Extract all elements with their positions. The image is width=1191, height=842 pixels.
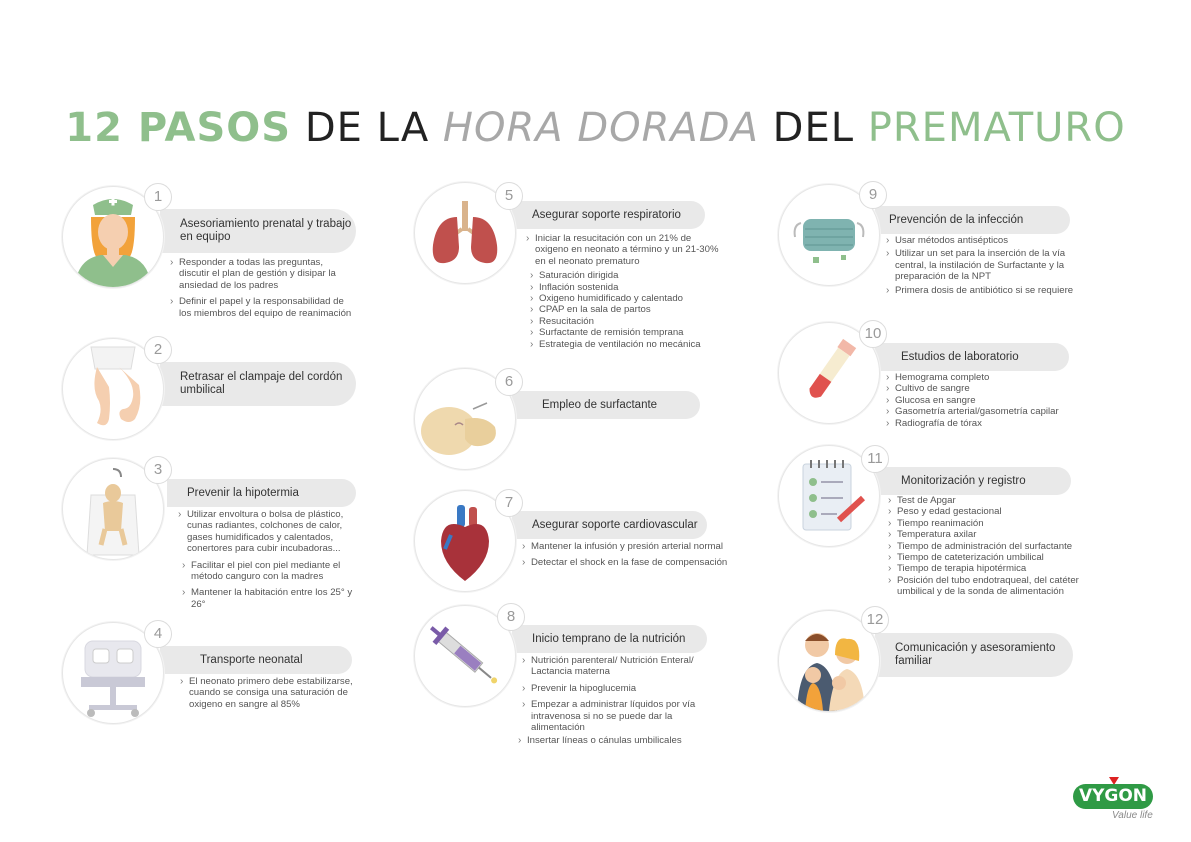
step-10-item: › Gasometría arterial/gasometría capilar	[886, 406, 1086, 417]
step-11-item: › Tiempo reanimación	[888, 518, 1113, 529]
step-10-item: › Cultivo de sangre	[886, 383, 1086, 394]
step-8-item: › Insertar líneas o cánulas umbilicales	[518, 735, 727, 746]
title-part-de-la: DE LA	[304, 104, 430, 151]
step-11-item: › Test de Apgar	[888, 495, 1113, 506]
step-3-number: 3	[144, 456, 172, 484]
step-11-list	[888, 495, 1113, 598]
step-4-item: › El neonato primero debe estabilizarse, cuando se consiga una saturación de oxigeno en sangre al 85%	[180, 676, 365, 710]
step-9-item: › Primera dosis de antibiótico si se requiere	[886, 285, 1086, 296]
step-9-number: 9	[859, 181, 887, 209]
step-8-number: 8	[497, 603, 525, 631]
step-1-title: Asesoriamiento prenatal y trabajo en equipo	[160, 209, 356, 253]
step-5-item: › Oxigeno humidificado y calentado	[530, 293, 726, 304]
step-8-item: › Nutrición parenteral/ Nutrición Enteral/ Lactancia materna	[522, 655, 727, 678]
step-3-item: › Facilitar el piel con piel mediante el método canguro con la madres	[182, 560, 363, 583]
step-11-item: › Tiempo de terapia hipotérmica	[888, 563, 1113, 574]
title-part-del: DEL	[772, 104, 855, 151]
step-10-item: › Radiografía de tórax	[886, 418, 1086, 429]
step-11-item: › Tiempo de cateterización umbilical	[888, 552, 1113, 563]
brand-tagline: Value life	[1112, 810, 1153, 821]
step-8-list	[522, 655, 727, 747]
step-5-item: › Saturación dirigida	[530, 270, 726, 281]
step-1-number: 1	[144, 183, 172, 211]
step-11-item: › Temperatura axilar	[888, 529, 1113, 540]
step-4-title: Transporte neonatal	[160, 646, 352, 674]
step-11-title: Monitorización y registro	[875, 467, 1071, 495]
step-1-item: › Definir el papel y la responsabilidad de los miembros del equipo de reanimación	[170, 296, 355, 319]
title-part-hora-dorada: HORA DORADA	[442, 104, 759, 151]
step-2-number: 2	[144, 336, 172, 364]
step-3-item: › Mantener la habitación entre los 25° y 26°	[182, 587, 363, 610]
step-3-title: Prevenir la hipotermia	[167, 479, 356, 507]
step-5-title: Asegurar soporte respiratorio	[512, 201, 705, 229]
step-3-list	[178, 509, 363, 610]
step-3-item: › Utilizar envoltura o bolsa de plástico, cunas radiantes, colchones de calor, gases humidificados y calentados, conertores para cubir incubadoras...	[178, 509, 363, 555]
step-1-item: › Responder a todas las preguntas, discutir el plan de gestión y disipar la ansiedad de los padres	[170, 257, 355, 291]
step-6-number: 6	[495, 368, 523, 396]
step-7-number: 7	[495, 489, 523, 517]
brand-logo: VYGON	[1073, 784, 1153, 809]
page-title	[0, 105, 1191, 151]
step-2-title: Retrasar el clampaje del cordón umbilical	[160, 362, 356, 406]
step-5-item: › Surfactante de remisión temprana	[530, 327, 726, 338]
title-part-prematuro: PREMATURO	[867, 104, 1126, 151]
step-5-list	[526, 233, 726, 350]
step-4-list	[180, 676, 365, 710]
step-8-item: › Empezar a administrar líquidos por vía intravenosa si no se puede dar la alimentación	[522, 699, 727, 733]
step-7-item: › Detectar el shock en la fase de compensación	[522, 557, 757, 568]
step-5-item: › Estrategia de ventilación no mecánica	[530, 339, 726, 350]
step-9-item: › Usar métodos antisépticos	[886, 235, 1086, 246]
step-8-title: Inicio temprano de la nutrición	[512, 625, 707, 653]
step-10-title: Estudios de laboratorio	[875, 343, 1069, 371]
step-11-number: 11	[861, 445, 889, 473]
step-5-item: › Resucitación	[530, 316, 726, 327]
step-12-number: 12	[861, 606, 889, 634]
step-5-item: › Iniciar la resucitación con un 21% de oxigeno en neonato a término y un 21-30% en el neonato prematuro	[526, 233, 726, 267]
step-7-item: › Mantener la infusión y presión arterial normal	[522, 541, 757, 552]
step-9-title: Prevención de la infección	[875, 206, 1070, 234]
step-9-item: › Utilizar un set para la inserción de la vía central, la instilación de Surfactante y la preparación de la NPT	[886, 248, 1086, 282]
step-4-number: 4	[144, 620, 172, 648]
step-12-title: Comunicación y asesoramiento familiar	[875, 633, 1073, 677]
step-11-item: › Tiempo de administración del surfactante	[888, 541, 1113, 552]
title-part-steps: 12 PASOS	[65, 104, 292, 151]
step-7-title: Asegurar soporte cardiovascular	[512, 511, 707, 539]
step-10-list	[886, 372, 1086, 429]
step-7-list	[522, 541, 757, 574]
step-10-item: › Hemograma completo	[886, 372, 1086, 383]
step-11-item: › Posición del tubo endotraqueal, del catéter umbilical y de la sonda de alimentación	[888, 575, 1113, 598]
step-5-number: 5	[495, 182, 523, 210]
step-10-item: › Glucosa en sangre	[886, 395, 1086, 406]
step-1-list	[170, 257, 355, 324]
step-6-title: Empleo de surfactante	[512, 391, 700, 419]
step-8-item: › Prevenir la hipoglucemia	[522, 683, 727, 694]
step-9-list	[886, 235, 1086, 296]
step-11-item: › Peso y edad gestacional	[888, 506, 1113, 517]
step-10-number: 10	[859, 320, 887, 348]
step-5-item: › CPAP en la sala de partos	[530, 304, 726, 315]
step-5-item: › Inflación sostenida	[530, 282, 726, 293]
